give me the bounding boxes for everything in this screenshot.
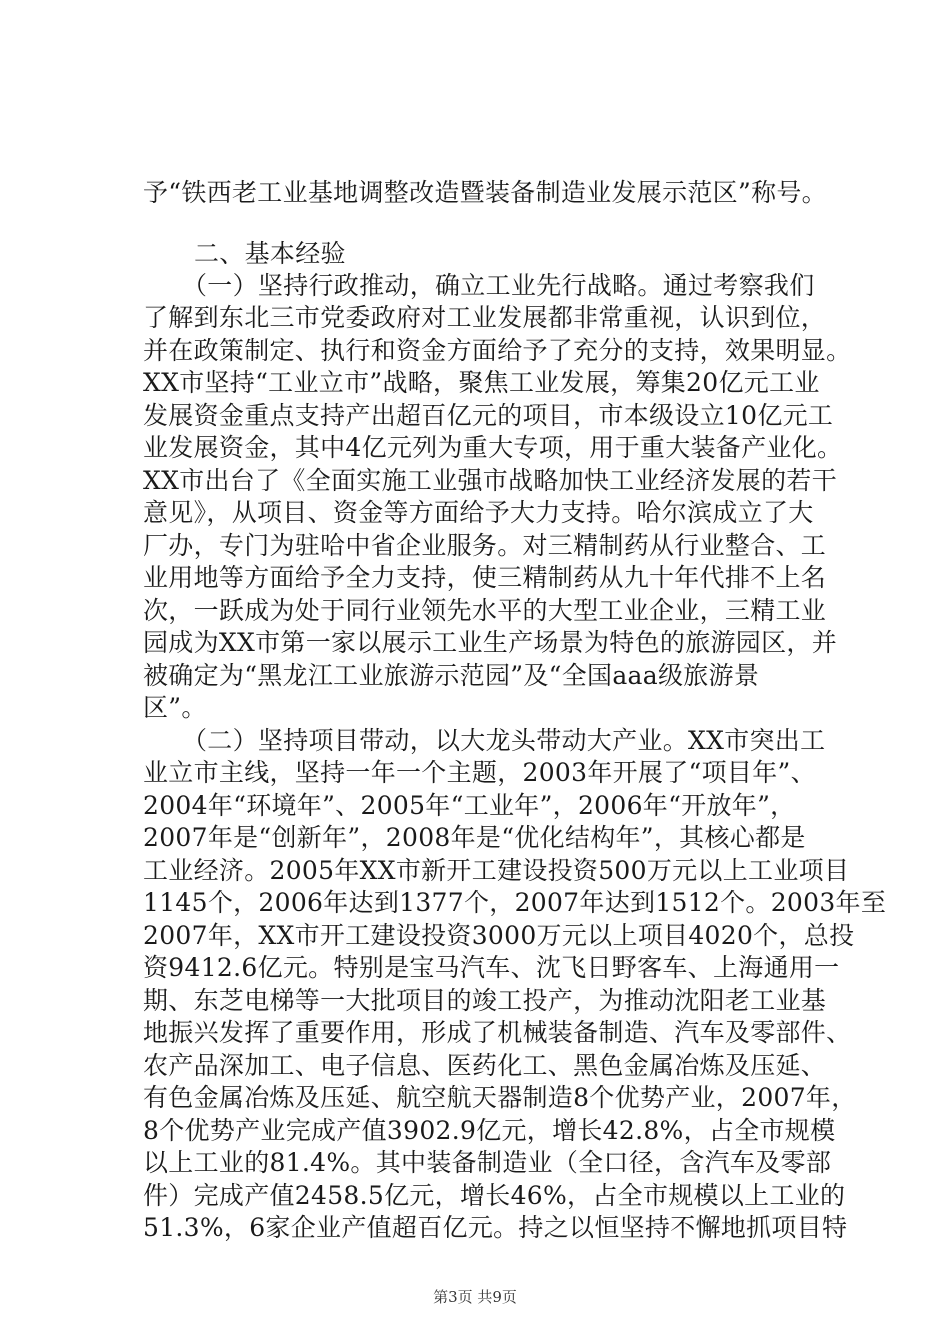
text-line: 2007年是“创新年”，2008年是“优化结构年”，其核心都是 (143, 823, 806, 852)
text-line: 园成为XX市第一家以展示工业生产场景为特色的旅游园区，并 (143, 628, 837, 657)
text-line: 件）完成产值2458.5亿元，增长46%，占全市规模以上工业的 (143, 1181, 846, 1210)
text-line: 工业经济。2005年XX市新开工建设投资500万元以上工业项目 (143, 856, 850, 885)
text-line: 地振兴发挥了重要作用，形成了机械装备制造、汽车及零部件、 (143, 1018, 852, 1047)
text-line: 意见》，从项目、资金等方面给予大力支持。哈尔滨成立了大 (143, 498, 814, 527)
text-line: 厂办，专门为驻哈中省企业服务。对三精制药从行业整合、工 (143, 531, 827, 560)
text-line: 1145个，2006年达到1377个，2007年达到1512个。2003年至 (143, 888, 887, 917)
text-line: 以上工业的81.4%。其中装备制造业（全口径，含汽车及零部 (143, 1148, 832, 1177)
text-line: （二）坚持项目带动，以大龙头带动大产业。XX市突出工 (182, 726, 826, 755)
text-line: XX市坚持“工业立市”战略，聚焦工业发展，筹集20亿元工业 (143, 368, 820, 397)
text-line: 次，一跃成为处于同行业领先水平的大型工业企业，三精工业 (143, 596, 827, 625)
text-line: 51.3%，6家企业产值超百亿元。持之以恒坚持不懈地抓项目特 (143, 1213, 848, 1242)
text-line: 有色金属冶炼及压延、航空航天器制造8个优势产业，2007年， (143, 1083, 857, 1112)
text-line: 农产品深加工、电子信息、医药化工、黑色金属冶炼及压延、 (143, 1051, 827, 1080)
text-line: 区”。 (143, 693, 207, 722)
text-line: 2007年，XX市开工建设投资3000万元以上项目4020个，总投 (143, 921, 855, 950)
text-line: 发展资金重点支持产出超百亿元的项目，市本级设立10亿元工 (143, 401, 834, 430)
text-line: 2004年“环境年”、2005年“工业年”，2006年“开放年”， (143, 791, 796, 820)
text-line: 了解到东北三市党委政府对工业发展都非常重视，认识到位， (143, 303, 827, 332)
text-line: 资9412.6亿元。特别是宝马汽车、沈飞日野客车、上海通用一 (143, 953, 840, 982)
text-line: 业立市主线，坚持一年一个主题，2003年开展了“项目年”、 (143, 758, 816, 787)
text-line: XX市出台了《全面实施工业强市战略加快工业经济发展的若干 (143, 466, 837, 495)
text-line: （一）坚持行政推动，确立工业先行战略。通过考察我们 (182, 271, 815, 300)
section-heading: 二、基本经验 (194, 239, 346, 268)
text-line: 并在政策制定、执行和资金方面给予了充分的支持，效果明显。 (143, 336, 852, 365)
text-line: 业用地等方面给予全力支持，使三精制药从九十年代排不上名 (143, 563, 827, 592)
text-line: 予“铁西老工业基地调整改造暨装备制造业发展示范区”称号。 (143, 178, 827, 207)
text-line: 8个优势产业完成产值3902.9亿元，增长42.8%，占全市规模 (143, 1116, 836, 1145)
text-line: 被确定为“黑龙江工业旅游示范园”及“全国aaa级旅游景 (143, 661, 760, 690)
page-number: 第3页 共9页 (433, 1288, 517, 1306)
text-line: 业发展资金，其中4亿元列为重大专项，用于重大装备产业化。 (143, 433, 843, 462)
text-line: 期、东芝电梯等一大批项目的竣工投产，为推动沈阳老工业基 (143, 986, 827, 1015)
